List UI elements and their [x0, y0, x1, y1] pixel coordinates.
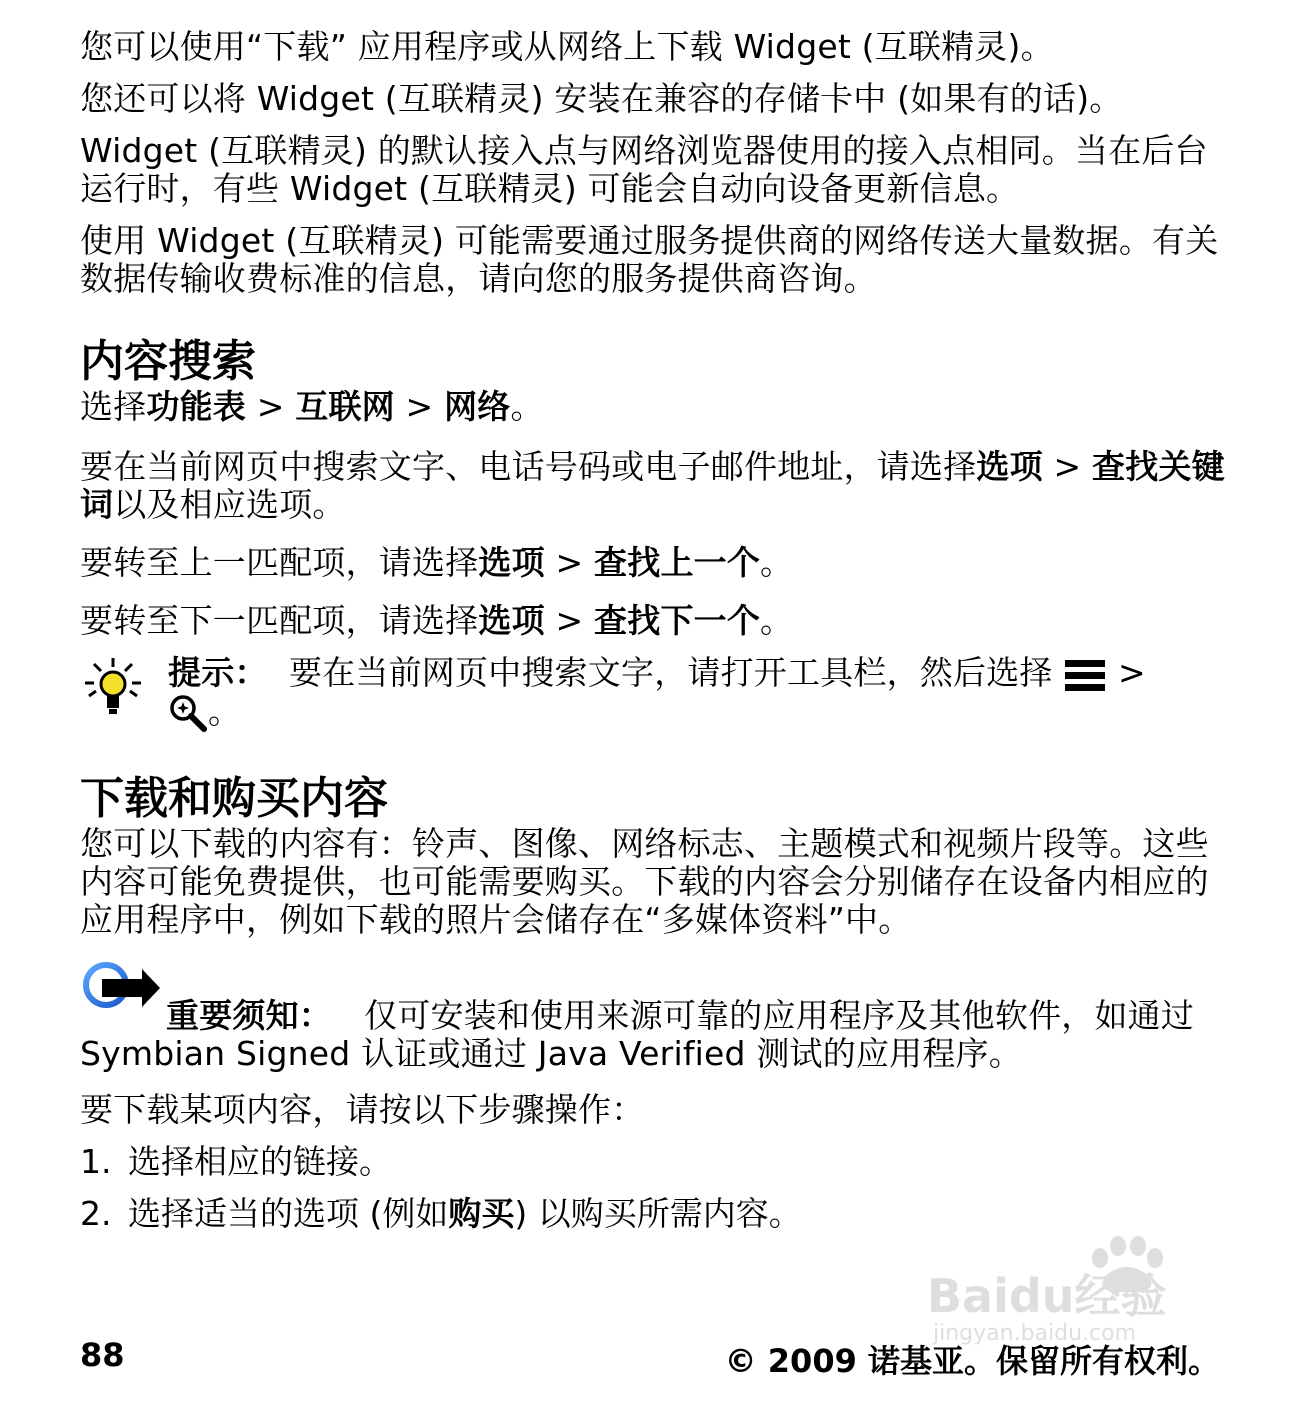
download-steps-list	[80, 1143, 1230, 1233]
paragraph-download-intro: 您可以下载的内容有：铃声、图像、网络标志、主题模式和视频片段等。这些内容可能免费提供，也可能需要购买。下载的内容会分别储存在设备内相应的应用程序中，例如下载的照片会储存在“多媒体资料”中。	[80, 824, 1209, 939]
find-command: 查找关键词	[80, 447, 1225, 524]
document-page	[80, 28, 1230, 1247]
watermark-logo	[925, 1228, 1225, 1346]
menu-icon	[1063, 657, 1107, 693]
important-body: 仅可安装和使用来源可靠的应用程序及其他软件，如通过 Symbian Signed 认证或通过 Java Verified 测试的应用程序。	[80, 996, 1195, 1073]
path-web: 网络	[444, 387, 511, 426]
lightbulb-icon	[80, 656, 146, 716]
copyright-notice: © 2009 诺基亚。保留所有权利。	[724, 1342, 1220, 1380]
tip-separator: >	[1107, 653, 1146, 692]
section-title-search: 内容搜索	[80, 336, 256, 387]
paragraph-download-widget: 您可以使用“下载” 应用程序或从网络上下载 Widget (互联精灵)。	[80, 27, 1054, 66]
tip-text	[168, 654, 1230, 733]
path-menu: 功能表	[146, 387, 247, 426]
tip-body: 要在当前网页中搜索文字，请打开工具栏，然后选择	[289, 653, 1053, 692]
next-command: 查找下一个	[594, 601, 761, 640]
tip-note	[80, 654, 1230, 733]
find-separator: >	[1042, 447, 1093, 486]
step-end: ) 以购买所需内容。	[514, 1194, 802, 1233]
step-number: 1.	[80, 1142, 112, 1181]
next-separator: >	[544, 601, 595, 640]
important-label: 重要须知：	[166, 996, 332, 1035]
search-menu-path	[80, 388, 1230, 426]
tip-label: 提示：	[168, 653, 268, 692]
paragraph-find-next	[80, 602, 1230, 640]
step-number: 2.	[80, 1194, 112, 1233]
next-text: 要转至下一匹配项，请选择	[80, 601, 479, 640]
step-text: 选择适当的选项 (例如	[128, 1194, 449, 1233]
magnifier-icon	[168, 693, 208, 733]
prev-option: 选项	[478, 543, 545, 582]
important-note	[80, 997, 1230, 1073]
find-end: 以及相应选项。	[113, 485, 346, 524]
path-separator: >	[394, 387, 445, 426]
paragraph-install-card: 您还可以将 Widget (互联精灵) 安装在兼容的存储卡中 (如果有的话)。	[80, 79, 1123, 118]
prev-end: 。	[760, 543, 794, 582]
paragraph-find-previous	[80, 544, 1230, 582]
prev-separator: >	[544, 543, 595, 582]
path-internet: 互联网	[295, 387, 395, 426]
path-separator: >	[246, 387, 296, 426]
paragraph-steps-intro: 要下载某项内容，请按以下步骤操作：	[80, 1090, 645, 1129]
section-title-download: 下载和购买内容	[80, 773, 388, 824]
important-arrow-icon	[80, 957, 162, 1021]
paragraph-find-keyword	[80, 448, 1230, 524]
paragraph-data-charges: 使用 Widget (互联精灵) 可能需要通过服务提供商的网络传送大量数据。有关数据传输收费标准的信息，请向您的服务提供商咨询。	[80, 221, 1219, 298]
watermark-brand: Baidu经验	[927, 1269, 1167, 1323]
next-option: 选项	[478, 601, 545, 640]
important-text	[80, 997, 1230, 1073]
watermark-url: jingyan.baidu.com	[933, 1321, 1137, 1346]
path-end: 。	[510, 387, 544, 426]
next-end: 。	[760, 601, 794, 640]
tip-end: 。	[208, 691, 242, 731]
find-option: 选项	[976, 447, 1043, 486]
prev-text: 要转至上一匹配项，请选择	[80, 543, 479, 582]
find-text: 要在当前网页中搜索文字、电话号码或电子邮件地址，请选择	[80, 447, 977, 486]
page-number: 88	[80, 1336, 125, 1374]
path-prefix: 选择	[80, 387, 147, 426]
step-bold: 购买	[448, 1194, 515, 1233]
list-item	[80, 1143, 1230, 1181]
paragraph-access-point: Widget (互联精灵) 的默认接入点与网络浏览器使用的接入点相同。当在后台运行时，有些 Widget (互联精灵) 可能会自动向设备更新信息。	[80, 131, 1208, 208]
step-text: 选择相应的链接。	[128, 1142, 392, 1181]
prev-command: 查找上一个	[594, 543, 761, 582]
